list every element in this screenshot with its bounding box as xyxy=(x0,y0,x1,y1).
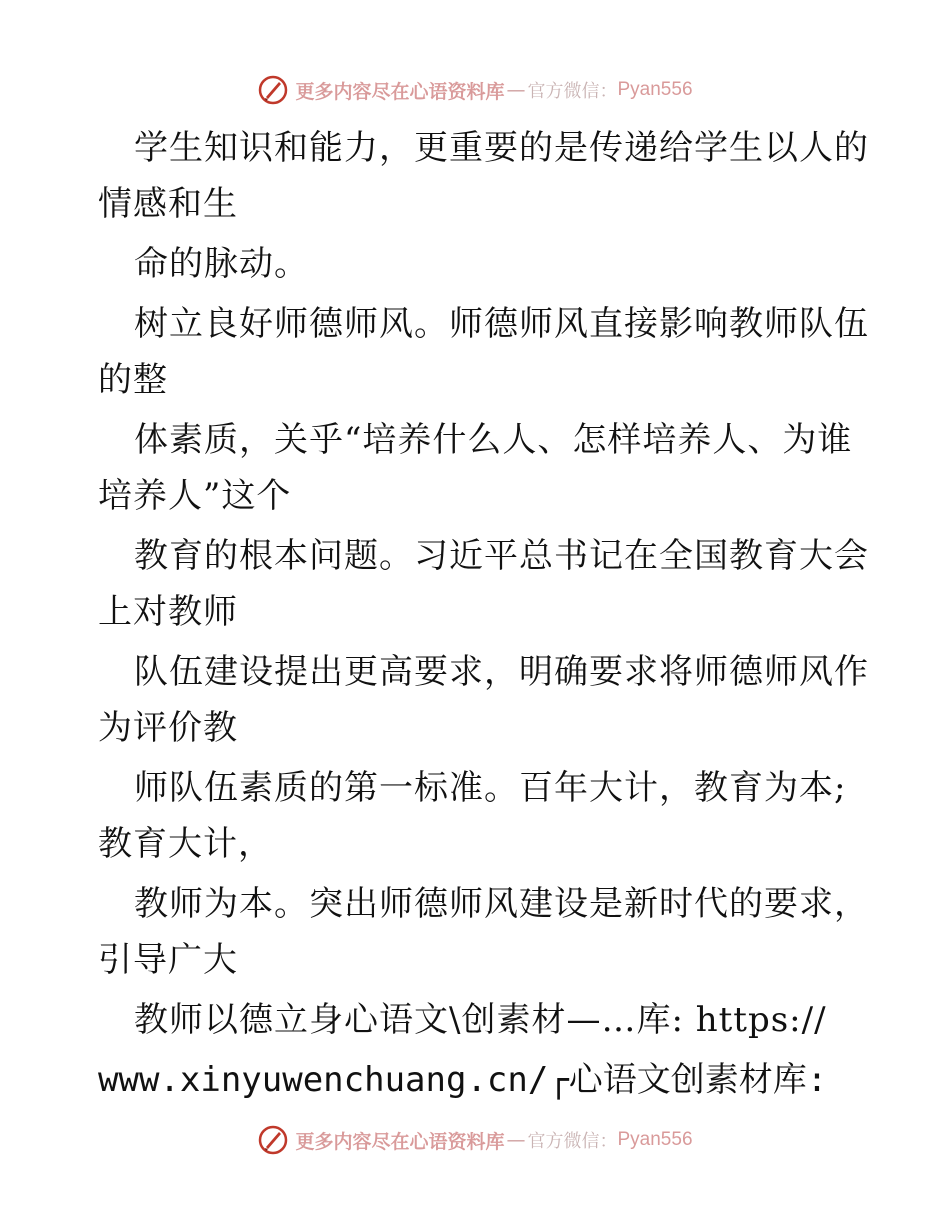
quill-logo-icon xyxy=(257,1124,289,1156)
header-banner xyxy=(0,70,950,110)
text-line: 情感和生 xyxy=(98,184,238,224)
text-line: 教育大计， xyxy=(98,824,273,864)
text-line: 教师为本。突出师德师风建设是新时代的要求， xyxy=(134,884,869,924)
text-line-url: www.xinyuwenchuang.cn/┌心语文创素材库: xyxy=(98,1060,828,1100)
text-line: 教育的根本问题。习近平总书记在全国教育大会 xyxy=(134,536,869,576)
footer-banner xyxy=(0,1120,950,1160)
banner-separator: — xyxy=(506,1129,526,1151)
text-line: 培养人”这个 xyxy=(98,476,292,516)
text-line: 体素质，关乎“培养什么人、怎样培养人、为谁 xyxy=(134,420,853,460)
text-line: 的整 xyxy=(98,360,168,400)
banner-main-text: 更多内容尽在心语资料库 xyxy=(295,80,505,103)
text-line: 上对教师 xyxy=(98,592,238,632)
text-line: 学生知识和能力，更重要的是传递给学生以人的 xyxy=(134,128,869,168)
text-line: 师队伍素质的第一标准。百年大计，教育为本; xyxy=(134,768,847,808)
banner-wechat-id: Pyan556 xyxy=(617,1129,693,1150)
banner-separator: — xyxy=(506,79,526,101)
text-line: 引导广大 xyxy=(98,940,238,980)
banner-main-text: 更多内容尽在心语资料库 xyxy=(295,1130,505,1153)
banner-wechat-label: 官方微信： xyxy=(527,81,618,102)
banner-wechat-id: Pyan556 xyxy=(617,79,693,100)
banner-wechat-label: 官方微信： xyxy=(527,1131,618,1152)
text-line: 为评价教 xyxy=(98,708,238,748)
quill-logo-icon xyxy=(257,74,289,106)
text-line: 教师以德立身心语文\创素材—…库: https:// xyxy=(134,1000,827,1040)
text-line: 树立良好师德师风。师德师风直接影响教师队伍 xyxy=(134,304,869,344)
text-line: 命的脉动。 xyxy=(134,244,309,284)
text-line: 队伍建设提出更高要求，明确要求将师德师风作 xyxy=(134,652,869,692)
